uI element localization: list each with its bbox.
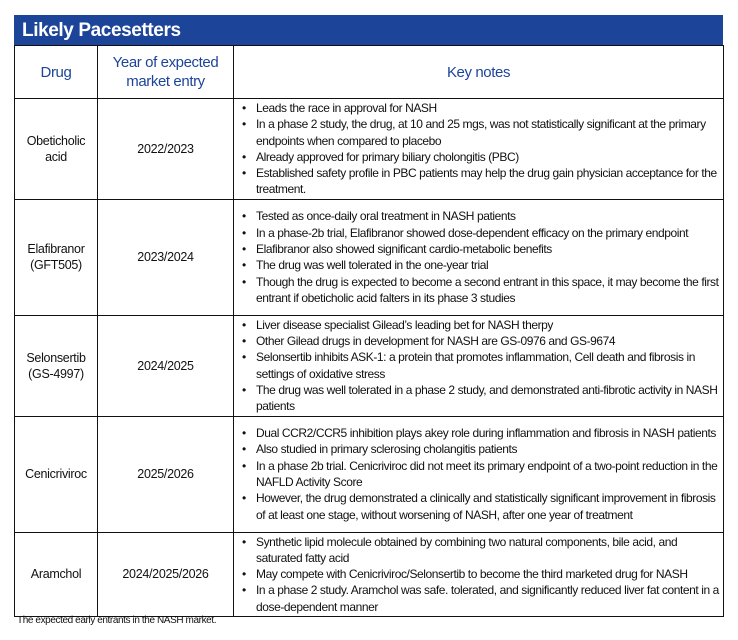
note-bullet: • Also studied in primary sclerosing cholangitis patients xyxy=(256,441,723,457)
note-bullet: • Selonsertib inhibits ASK-1: a protein that promotes inflammation, Cell death and fibrosis in settings of oxidative stress xyxy=(256,349,723,382)
note-bullet: • Though the drug is expected to become a second entrant in this space, it may become the first entrant if obeticholic acid falters in its phase 3 studies xyxy=(256,274,723,307)
note-bullet: • Dual CCR2/CCR5 inhibition plays akey role during inflammation and fibrosis in NASH patients xyxy=(256,425,723,441)
market-entry-year: 2022/2023 xyxy=(98,99,234,200)
header-drug: Drug xyxy=(15,46,98,99)
key-notes xyxy=(234,532,724,616)
drug-name: Obeticholic acid xyxy=(15,99,98,200)
drug-name: Elafibranor (GFT505) xyxy=(15,199,98,315)
notes-list xyxy=(234,425,723,523)
header-notes: Key notes xyxy=(234,46,724,99)
notes-list xyxy=(234,534,723,615)
table-title: Likely Pacesetters xyxy=(14,15,723,45)
notes-list xyxy=(234,317,723,415)
drug-name: Selonsertib (GS-4997) xyxy=(15,315,98,416)
table-row xyxy=(15,99,724,200)
header-row xyxy=(15,46,724,99)
note-bullet: • May compete with Cenicriviroc/Selonsertib to become the third marketed drug for NASH xyxy=(256,566,723,582)
note-bullet: • In a phase 2 study, the drug, at 10 and 25 mgs, was not statistically significant at the primary endpoints when compared to placebo xyxy=(256,116,723,149)
note-bullet: • Tested as once-daily oral treatment in NASH patients xyxy=(256,208,723,224)
note-bullet: • Liver disease specialist Gilead’s leading bet for NASH therpy xyxy=(256,317,723,333)
key-notes xyxy=(234,199,724,315)
key-notes xyxy=(234,99,724,200)
note-bullet: • However, the drug demonstrated a clinically and statistically significant improvement in fibrosis of at least one stage, without worsening of NASH, after one year of treatment xyxy=(256,490,723,523)
table-row xyxy=(15,199,724,315)
pacesetters-table xyxy=(14,45,724,617)
note-bullet: • The drug was well tolerated in a phase 2 study, and demonstrated anti-fibrotic activity in NASH patients xyxy=(256,382,723,415)
notes-list xyxy=(234,208,723,306)
market-entry-year: 2024/2025 xyxy=(98,315,234,416)
header-year: Year of expected market entry xyxy=(98,46,234,99)
table-caption: The expected early entrants in the NASH market. xyxy=(17,615,217,626)
note-bullet: • Other Gilead drugs in development for NASH are GS-0976 and GS-9674 xyxy=(256,333,723,349)
note-bullet: • Leads the race in approval for NASH xyxy=(256,100,723,116)
notes-list xyxy=(234,100,723,198)
note-bullet: • In a phase-2b trial, Elafibranor showed dose-dependent efficacy on the primary endpoint xyxy=(256,225,723,241)
note-bullet: • Elafibranor also showed significant cardio-metabolic benefits xyxy=(256,241,723,257)
market-entry-year: 2024/2025/2026 xyxy=(98,532,234,616)
note-bullet: • In a phase 2b trial. Cenicriviroc did not meet its primary endpoint of a two-point reduction in the NAFLD Activity Score xyxy=(256,458,723,491)
table-row xyxy=(15,532,724,616)
note-bullet: • Already approved for primary biliary cholongitis (PBC) xyxy=(256,149,723,165)
note-bullet: • The drug was well tolerated in the one-year trial xyxy=(256,257,723,273)
drug-name: Aramchol xyxy=(15,532,98,616)
market-entry-year: 2025/2026 xyxy=(98,416,234,532)
table-row xyxy=(15,416,724,532)
key-notes xyxy=(234,416,724,532)
note-bullet: • Synthetic lipid molecule obtained by combining two natural components, bile acid, and saturated fatty acid xyxy=(256,534,723,567)
pacesetters-table-container xyxy=(14,15,723,617)
note-bullet: • In a phase 2 study. Aramchol was safe. tolerated, and significantly reduced liver fat content in a dose-dependent manner xyxy=(256,582,723,615)
market-entry-year: 2023/2024 xyxy=(98,199,234,315)
note-bullet: • Established safety profile in PBC patients may help the drug gain physician acceptance for the treatment. xyxy=(256,165,723,198)
key-notes xyxy=(234,315,724,416)
drug-name: Cenicriviroc xyxy=(15,416,98,532)
table-row xyxy=(15,315,724,416)
